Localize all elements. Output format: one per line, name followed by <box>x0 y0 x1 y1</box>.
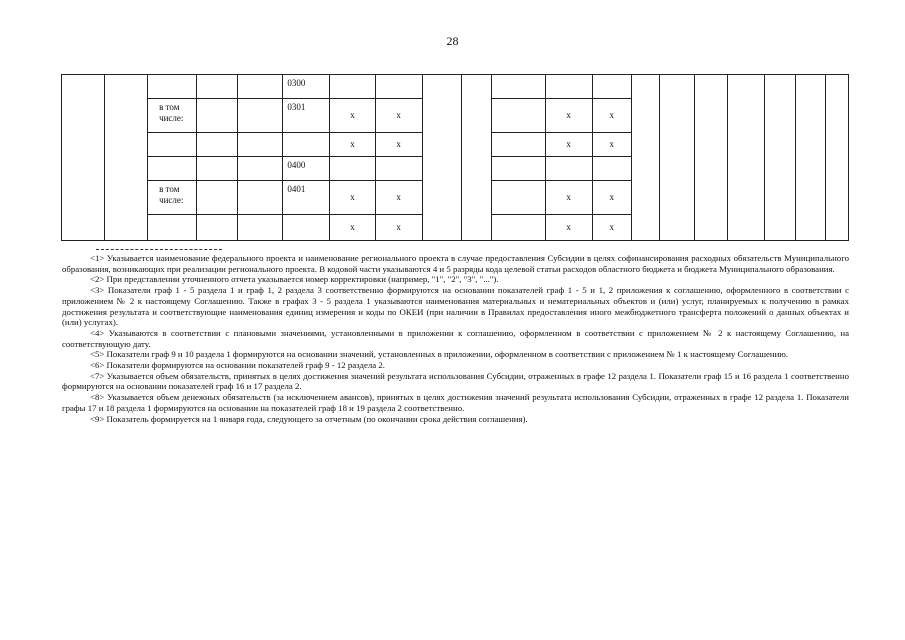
cell-mark: x <box>592 99 631 133</box>
cell-mark: x <box>592 215 631 241</box>
footnote: <5> Показатели граф 9 и 10 раздела 1 формируются на основании значений, установленных в приложении, оформленном в соответствии с приложением № 1 к настоящему Соглашению. <box>90 349 789 360</box>
cell-mark <box>545 75 592 99</box>
cell-mark: x <box>330 133 375 157</box>
cell-mark <box>592 157 631 181</box>
table-cell <box>727 75 764 241</box>
table-cell <box>238 133 283 157</box>
table-cell <box>105 75 148 241</box>
cell-mark: x <box>375 181 422 215</box>
table-cell <box>197 99 238 133</box>
table-cell <box>197 215 238 241</box>
table-cell <box>62 75 105 241</box>
table-cell <box>197 133 238 157</box>
cell-mark: x <box>375 215 422 241</box>
report-table <box>61 74 849 241</box>
cell-mark: x <box>545 133 592 157</box>
cell-mark: x <box>375 99 422 133</box>
table-cell <box>764 75 795 241</box>
row-label <box>148 215 197 241</box>
table-cell <box>422 75 461 241</box>
table-cell <box>660 75 695 241</box>
footnote: <2> При представлении уточненного отчета указывается номер корректировки (например, "1", "2", "3", "..."). <box>90 274 499 285</box>
table-cell <box>492 157 545 181</box>
table-cell <box>695 75 728 241</box>
table-cell <box>492 99 545 133</box>
table-cell <box>461 75 492 241</box>
footnote: <1> Указывается наименование федерального проекта и наименование регионального проекта в случае предоставления Субсидии в целях софинансирования расходных обязательств Муниципального образования, возникающих при реализации регионального проекта. В кодовой части указываются 4 и 5 разряды кода целевой статьи расходов областного бюджета и бюджета Муниципального образования. <box>62 253 849 274</box>
footnote: <3> Показатели граф 1 - 5 раздела 1 и граф 1, 2 раздела 3 соответственно формируются на основании показателей граф 1 - 5 и 1, 2 приложения к соглашению, оформленного в соответствии с приложением № 2 к настоящему Соглашению. Также в графах 3 - 5 раздела 1 указываются наименования материальных и нематериальных объектов и (или) услуг, планируемых к получению в рамках достижения результата и соответствующие наименования единиц измерения и коды по ОКЕИ (при наличии в Правилах предоставления иного межбюджетного трансферта положений о данных объектах и (или) услугах). <box>62 285 849 328</box>
table-cell <box>197 75 238 99</box>
footnotes <box>62 253 849 424</box>
cell-mark <box>330 75 375 99</box>
table-cell <box>238 99 283 133</box>
cell-mark: x <box>330 215 375 241</box>
row-code <box>283 133 330 157</box>
row-label <box>148 157 197 181</box>
row-code <box>283 215 330 241</box>
row-code: 0301 <box>283 99 330 133</box>
cell-mark: x <box>592 133 631 157</box>
table-cell <box>492 181 545 215</box>
page-number: 28 <box>446 34 459 48</box>
row-code: 0401 <box>283 181 330 215</box>
row-label <box>148 133 197 157</box>
table-cell <box>492 75 545 99</box>
table-cell <box>238 215 283 241</box>
table-row <box>62 75 849 99</box>
cell-mark <box>375 75 422 99</box>
row-code: 0400 <box>283 157 330 181</box>
cell-mark <box>375 157 422 181</box>
cell-mark: x <box>330 181 375 215</box>
table-cell <box>197 157 238 181</box>
cell-mark <box>330 157 375 181</box>
cell-mark: x <box>545 215 592 241</box>
table-cell <box>795 75 826 241</box>
row-label <box>148 75 197 99</box>
footnote: <6> Показатели формируются на основании показателей граф 9 - 12 раздела 2. <box>90 360 385 371</box>
footnote: <4> Указываются в соответствии с плановыми значениями, установленными в приложении к соглашению, оформленном в соответствии с приложением № 2 к настоящему Соглашению, на соответствующую дату. <box>62 327 849 349</box>
table-cell <box>197 181 238 215</box>
footnote: <7> Указывается объем обязательств, принятых в целях достижения значений результата использования Субсидии, отраженных в графе 12 раздела 1. Показатели граф 15 и 16 раздела 1 соответственно формируются на основании показателей граф 16 и 17 раздела 2. <box>62 370 849 392</box>
cell-mark: x <box>545 99 592 133</box>
table-cell <box>631 75 660 241</box>
table-cell <box>826 75 849 241</box>
table-cell <box>492 133 545 157</box>
cell-mark: x <box>330 99 375 133</box>
cell-mark <box>592 75 631 99</box>
row-label: в том числе: <box>148 181 197 215</box>
cell-mark: x <box>545 181 592 215</box>
table-cell <box>238 75 283 99</box>
table-cell <box>238 157 283 181</box>
cell-mark: x <box>592 181 631 215</box>
table-cell <box>492 215 545 241</box>
row-label: в том числе: <box>148 99 197 133</box>
cell-mark <box>545 157 592 181</box>
footnote: <8> Указывается объем денежных обязательств (за исключением авансов), принятых в целях достижения значений результата использования Субсидии, отраженных в графе 12 раздела 1. Показатели графы 17 и 18 раздела 1 формируются на основании на показателей граф 18 и 19 раздела 2 соответственно. <box>62 392 849 413</box>
table-cell <box>238 181 283 215</box>
cell-mark: x <box>375 133 422 157</box>
row-code: 0300 <box>283 75 330 99</box>
footnote: <9> Показатель формируется на 1 января года, следующего за отчетным (по окончании срока действия соглашения). <box>90 413 528 424</box>
footnote-separator <box>96 249 222 250</box>
